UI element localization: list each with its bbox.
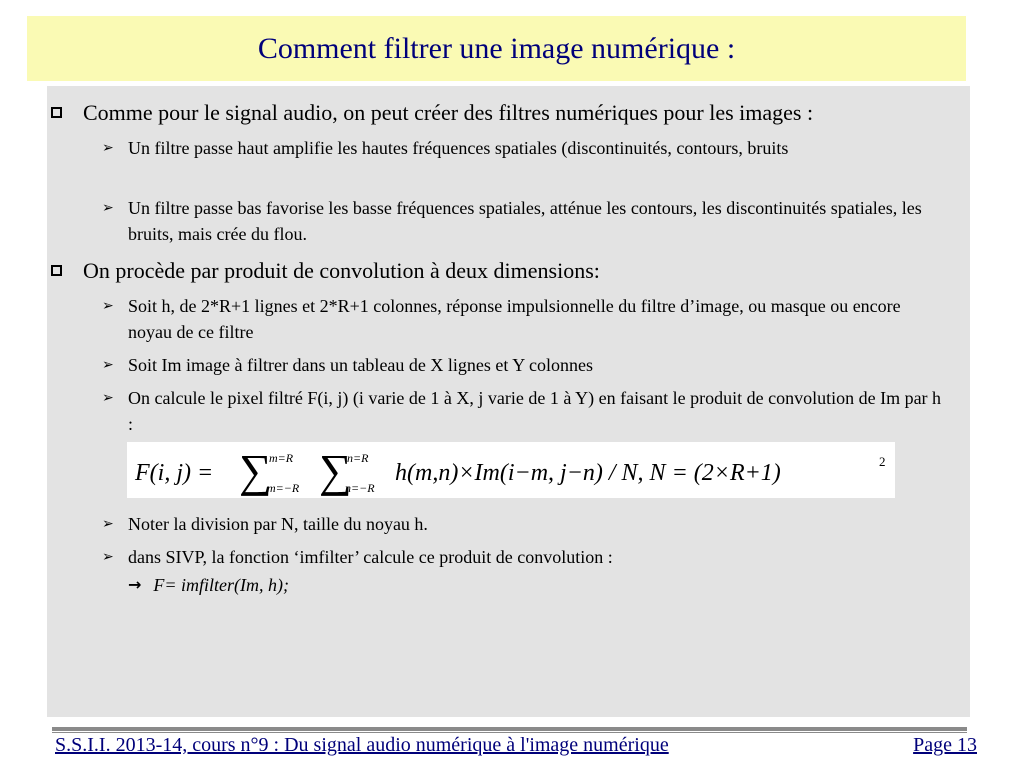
formula-body: h(m,n)×Im(i−m, j−n) / N, N = (2×R+1) — [395, 460, 781, 486]
subitem-lowpass-text: Un filtre passe bas favorise les basse fréquences spatiales, atténue les contours, les discontinuités spatiales, les bruits, mais crée du flou. — [128, 198, 922, 244]
right-arrow-icon: → — [128, 575, 142, 594]
slide-title: Comment filtrer une image numérique : — [257, 31, 736, 65]
hollow-square-icon — [51, 265, 62, 276]
result-code: F= imfilter(Im, h); — [153, 575, 290, 595]
subitem-sivp-text: dans SIVP, la fonction ‘imfilter’ calcule ce produit de convolution : — [128, 547, 613, 567]
subitem-kernel-text: Soit h, de 2*R+1 lignes et 2*R+1 colonnes, réponse impulsionnelle du filtre d’image, ou masque ou encore noyau de ce filtre — [128, 296, 901, 342]
subitem-pixel — [102, 385, 942, 437]
subitem-highpass-text: Un filtre passe haut amplifie les hautes fréquences spatiales (discontinuités, contours, bruits — [128, 138, 789, 158]
bullet-filters — [51, 100, 813, 126]
arrowhead-icon: ➢ — [102, 390, 114, 406]
sum1-icon: ∑ — [239, 445, 272, 496]
sum2-lower: n=−R — [345, 481, 375, 495]
sum2-upper: n=R — [347, 451, 369, 465]
arrowhead-icon: ➢ — [102, 200, 114, 216]
subitem-division — [102, 511, 942, 537]
bullet-filters-text: Comme pour le signal audio, on peut créer des filtres numériques pour les images : — [83, 100, 814, 125]
formula-svg — [127, 442, 895, 498]
subitem-image-text: Soit Im image à filtrer dans un tableau de X lignes et Y colonnes — [128, 355, 594, 375]
convolution-formula — [127, 442, 895, 498]
result-code-line — [128, 572, 289, 598]
sum1-upper: m=R — [269, 451, 294, 465]
subitem-lowpass — [102, 195, 942, 247]
footer-course: S.S.I.I. 2013-14, cours n°9 : Du signal audio numérique à l'image numérique — [55, 734, 669, 756]
sum2-icon: ∑ — [319, 445, 352, 496]
footer-divider — [52, 727, 967, 731]
bullet-convolution — [51, 258, 600, 284]
formula-lhs: F(i, j) = — [135, 460, 214, 486]
subitem-division-text: Noter la division par N, taille du noyau h. — [128, 514, 428, 534]
subitem-kernel — [102, 293, 942, 345]
subitem-highpass — [102, 135, 942, 161]
bullet-convolution-text: On procède par produit de convolution à deux dimensions: — [83, 258, 600, 283]
subitem-sivp — [102, 544, 942, 570]
subitem-pixel-text: On calcule le pixel filtré F(i, j) (i varie de 1 à X, j varie de 1 à Y) en faisant le produit de convolution de Im par h : — [128, 388, 942, 434]
arrowhead-icon: ➢ — [102, 357, 114, 373]
arrowhead-icon: ➢ — [102, 516, 114, 532]
formula-exponent: 2 — [879, 454, 886, 469]
title-banner — [27, 16, 966, 81]
hollow-square-icon — [51, 107, 62, 118]
page-number: Page 13 — [913, 734, 977, 756]
sum1-lower: m=−R — [267, 481, 300, 495]
arrowhead-icon: ➢ — [102, 298, 114, 314]
subitem-image — [102, 352, 942, 378]
arrowhead-icon: ➢ — [102, 549, 114, 565]
arrowhead-icon: ➢ — [102, 140, 114, 156]
